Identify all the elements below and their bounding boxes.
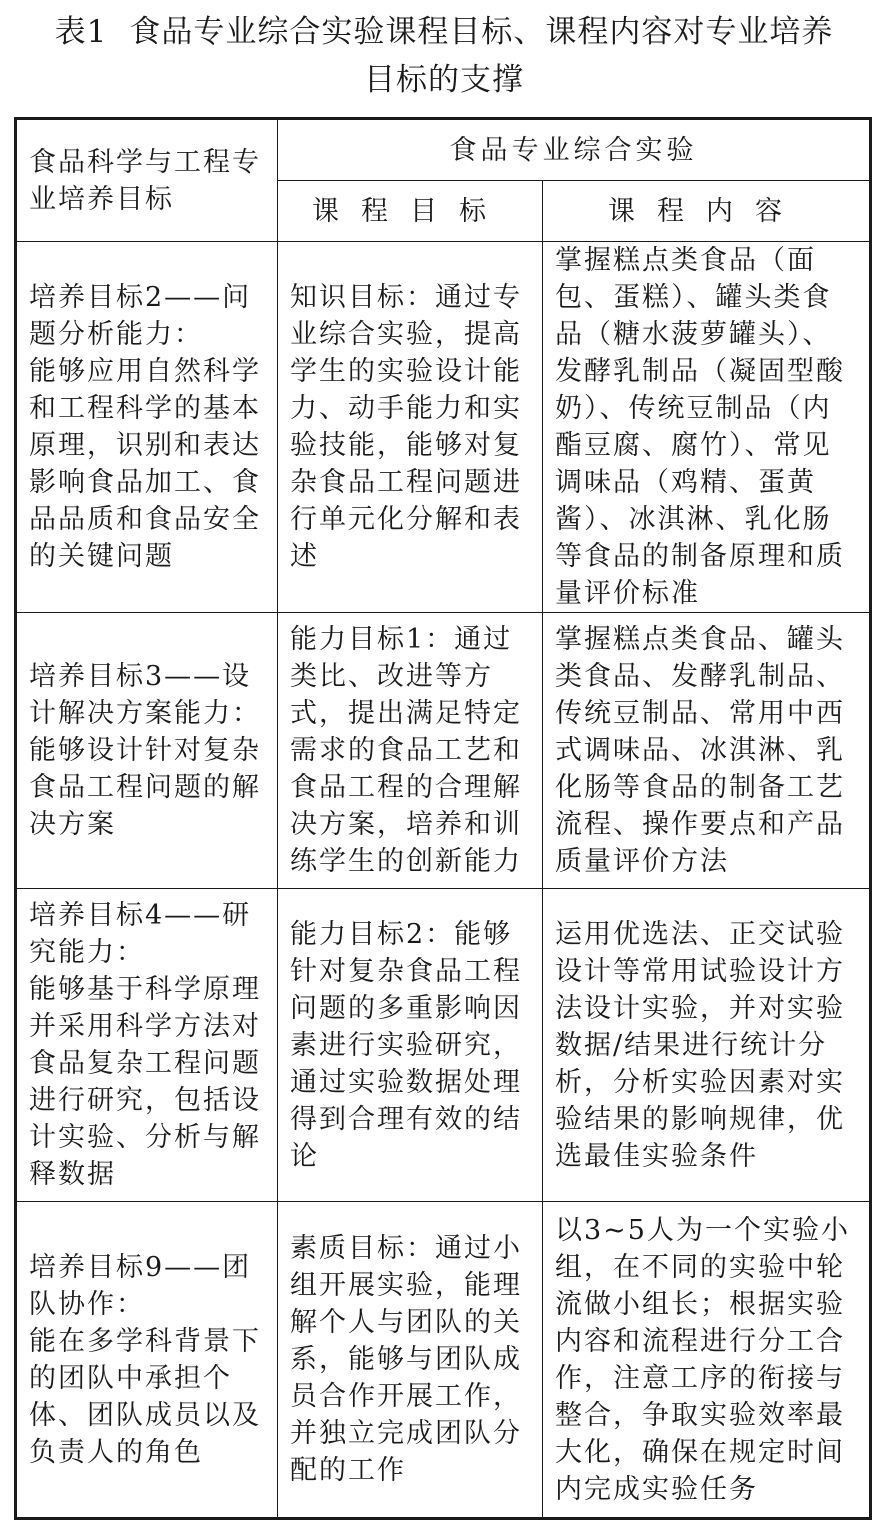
goal-title: 培养目标2——问题分析能力： <box>29 282 252 350</box>
table-caption <box>20 8 868 104</box>
caption-title-line1: 食品专业综合实验课程目标、课程内容对专业培养 <box>129 14 834 50</box>
header-course-group: 食品专业综合实验 <box>278 119 871 181</box>
goal-title: 培养目标9——团队协作： <box>29 1251 252 1320</box>
course-objective-cell: 能力目标1：通过类比、改进等方式，提出满足特定需求的食品工艺和食品工程的合理解决方案，培养和训练学生的创新能力 <box>278 613 543 889</box>
goal-description: 能够设计针对复杂食品工程问题的解决方案 <box>29 735 261 840</box>
caption-label: 表1 <box>54 14 108 50</box>
course-objective-cell: 知识目标：通过专业综合实验，提高学生的实验设计能力、动手能力和实验技能，能够对复杂食品工程问题进行单元化分解和表述 <box>278 242 543 613</box>
training-goal-cell <box>16 242 278 613</box>
header-training-goal: 食品科学与工程专业培养目标 <box>16 119 278 242</box>
caption-title-line2: 目标的支撑 <box>364 62 524 98</box>
course-content-cell: 掌握糕点类食品（面包、蛋糕）、罐头类食品（糖水菠萝罐头）、发酵乳制品（凝固型酸奶）、传统豆制品（内酯豆腐、腐竹）、常见调味品（鸡精、蛋黄酱）、冰淇淋、乳化肠等食品的制备原理和质量评价标准 <box>543 242 871 613</box>
course-content-cell: 以3~5人为一个实验小组，在不同的实验中轮流做小组长；根据实验内容和流程进行分工合作，注意工序的衔接与整合，争取实验效率最大化，确保在规定时间内完成实验任务 <box>543 1202 871 1519</box>
course-objective-cell: 素质目标：通过小组开展实验，能理解个人与团队的关系，能够与团队成员合作开展工作，并独立完成团队分配的工作 <box>278 1202 543 1519</box>
goal-title: 培养目标4——研究能力： <box>29 900 252 968</box>
header-course-objective: 课程目标 <box>278 181 543 242</box>
table-row <box>16 889 871 1202</box>
table-row <box>16 613 871 889</box>
goal-description: 能够基于科学原理并采用科学方法对食品复杂工程问题进行研究，包括设计实验、分析与解释数据 <box>29 974 261 1190</box>
goal-description: 能在多学科背景下的团队中承担个体、团队成员以及负责人的角色 <box>29 1325 261 1468</box>
table-row <box>16 242 871 613</box>
support-table <box>14 117 872 1520</box>
goal-title: 培养目标3——设计解决方案能力： <box>29 661 261 729</box>
training-goal-cell <box>16 613 278 889</box>
course-objective-cell: 能力目标2：能够针对复杂食品工程问题的多重影响因素进行实验研究，通过实验数据处理得到合理有效的结论 <box>278 889 543 1202</box>
course-content-cell: 掌握糕点类食品、罐头类食品、发酵乳制品、传统豆制品、常用中西式调味品、冰淇淋、乳化肠等食品的制备工艺流程、操作要点和产品质量评价方法 <box>543 613 871 889</box>
goal-description: 能够应用自然科学和工程科学的基本原理，识别和表达影响食品加工、食品品质和食品安全的关键问题 <box>29 356 261 572</box>
training-goal-cell <box>16 889 278 1202</box>
course-content-cell: 运用优选法、正交试验设计等常用试验设计方法设计实验，并对实验数据/结果进行统计分析，分析实验因素对实验结果的影响规律，优选最佳实验条件 <box>543 889 871 1202</box>
training-goal-cell <box>16 1202 278 1519</box>
header-row <box>16 119 871 181</box>
header-course-content: 课程内容 <box>543 181 871 242</box>
table-row <box>16 1202 871 1519</box>
